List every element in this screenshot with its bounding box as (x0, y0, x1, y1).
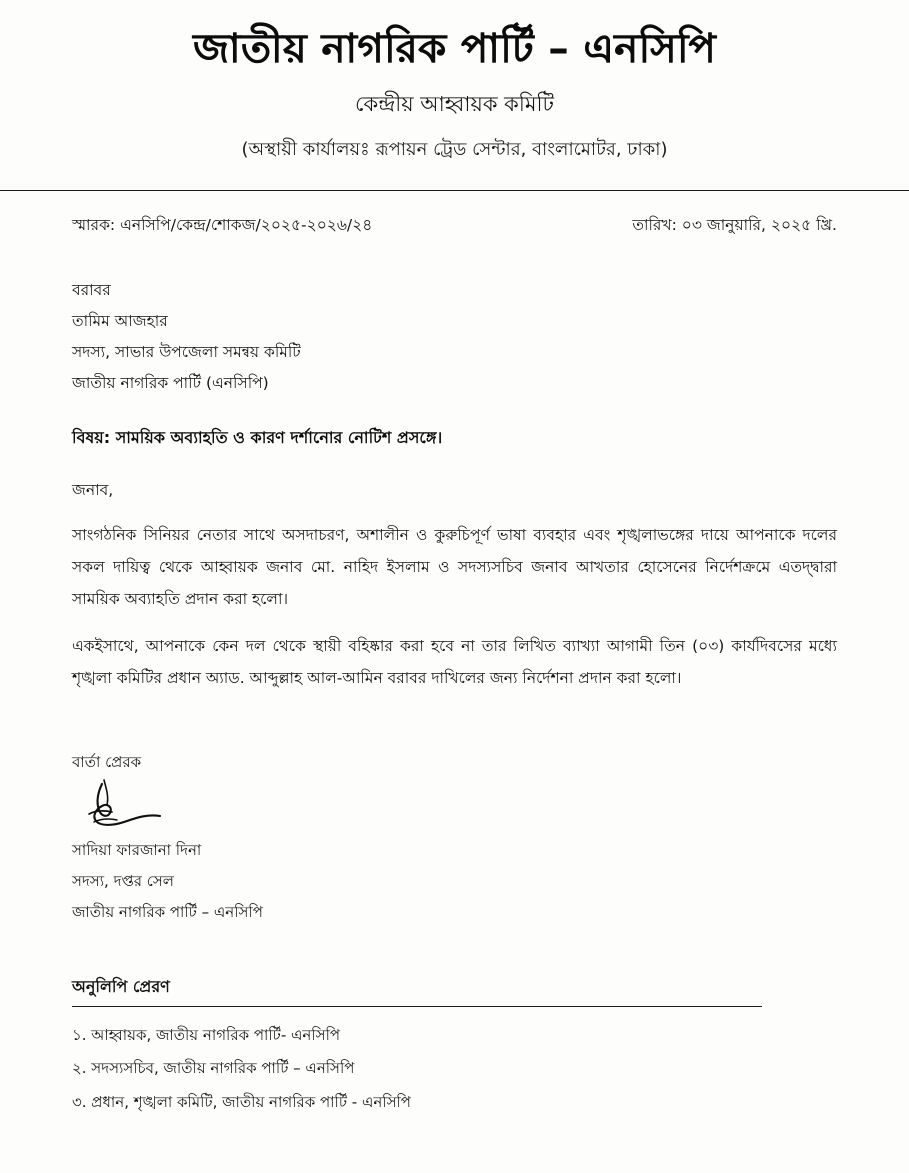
office-address: (অস্থায়ী কার্যালয়ঃ রূপায়ন ট্রেড সেন্টার, বাংলামোটর, ঢাকা) (241, 139, 668, 160)
signer-designation: সদস্য, দপ্তর সেল (72, 872, 174, 891)
recipient-designation: সদস্য, সাভার উপজেলা সমন্বয় কমিটি (72, 343, 301, 361)
organization-name: জাতীয় নাগরিক পার্টি – এনসিপি (193, 26, 716, 72)
signature-block (0, 695, 909, 928)
letterhead (0, 0, 909, 190)
memo-number: স্মারক: এনসিপি/কেন্দ্র/শোকজ/২০২৫-২০২৬/২৪ (72, 216, 373, 234)
copy-title-underline (72, 1006, 762, 1007)
list-item: ১. আহ্বায়ক, জাতীয় নাগরিক পার্টি- এনসিপি (72, 1025, 341, 1044)
list-item: ৩. প্রধান, শৃঙ্খলা কমিটি, জাতীয় নাগরিক পার্টি - এনসিপি (72, 1093, 411, 1112)
copy-title: অনুলিপি প্রেরণ (72, 976, 170, 996)
signer-name: সাদিয়া ফারজানা দিনা (72, 840, 202, 859)
signer-organization: জাতীয় নাগরিক পার্টি – এনসিপি (72, 903, 263, 922)
memo-date-row (0, 191, 909, 239)
handwritten-signature-icon (72, 782, 222, 834)
copy-list (72, 1019, 837, 1120)
paragraph-2: একইসাথে, আপনাকে কেন দল থেকে স্থায়ী বহিষ্কার করা হবে না তার লিখিত ব্যাখ্যা আগামী তিন (০৩) কার্যদিবসের মধ্যে শৃঙ্খলা কমিটির প্রধান অ্যাড. আব্দুল্লাহ আল-আমিন বরাবর দাখিলের জন্য নির্দেশনা প্রদান করা হলো। (72, 637, 837, 688)
paragraph-1: সাংগঠনিক সিনিয়র নেতার সাথে অসদাচরণ, অশালীন ও কুরুচিপূর্ণ ভাষা ব্যবহার এবং শৃঙ্খলাভঙ্গের দায়ে আপনাকে দলের সকল দায়িত্ব থেকে আহ্বায়ক জনাব মো. নাহিদ ইসলাম ও সদস্যসচিব জনাব আখতার হোসেনের নির্দেশক্রমে এতদ্দ্বারা সাময়িক অব্যাহতি প্রদান করা হলো। (72, 526, 837, 608)
salutation: জনাব, (72, 481, 114, 499)
recipient-block (72, 275, 837, 399)
recipient-to-label: বরাবর (72, 281, 111, 299)
committee-name: কেন্দ্রীয় আহ্বায়ক কমিটি (355, 92, 554, 116)
letter-body (0, 239, 909, 695)
memo-date: তারিখ: ০৩ জানুয়ারি, ২০২৫ খ্রি. (632, 216, 837, 234)
sender-label: বার্তা প্রেরক (72, 752, 142, 771)
recipient-name: তামিম আজহার (72, 312, 168, 330)
subject-line: বিষয়: সাময়িক অব্যাহতি ও কারণ দর্শানোর নোটিশ প্রসঙ্গে। (72, 428, 443, 447)
copy-distribution-block (0, 928, 909, 1120)
recipient-organization: জাতীয় নাগরিক পার্টি (এনসিপি) (72, 374, 269, 392)
list-item: ২. সদস্যসচিব, জাতীয় নাগরিক পার্টি – এনসিপি (72, 1059, 355, 1078)
